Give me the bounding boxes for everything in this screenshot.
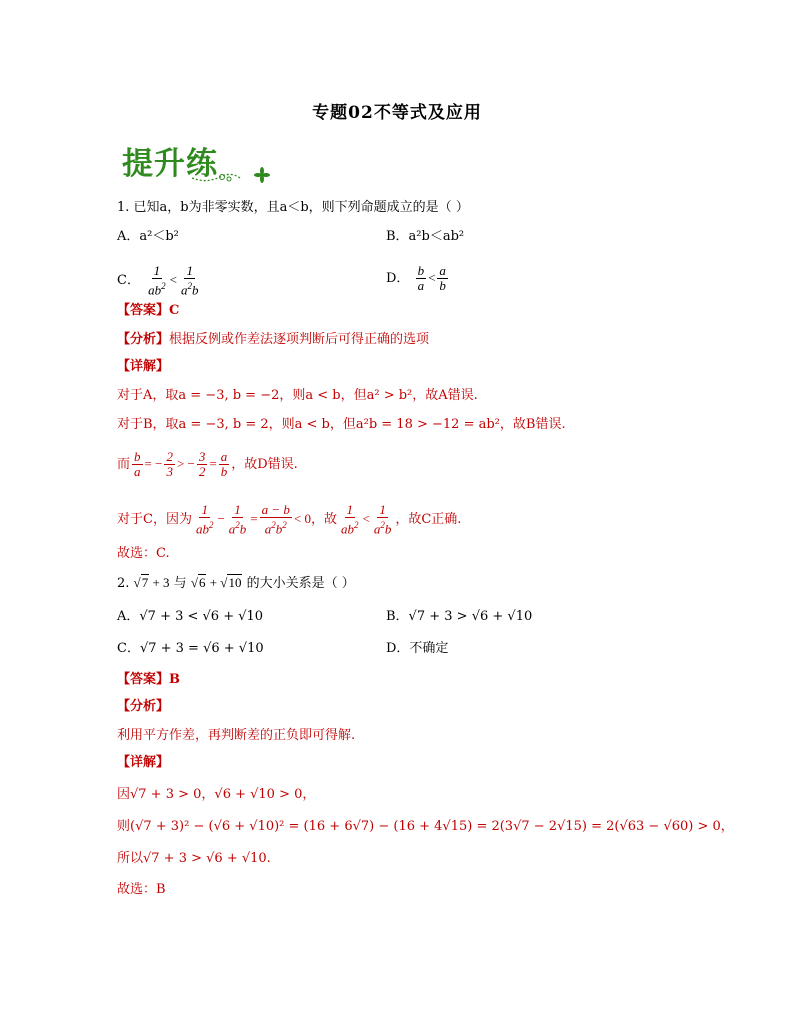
q1-detail-c-end: ，故C正确. [395,512,462,528]
q1-option-c: C． $\frac{1}{ab^2}$ < $\frac{1}{a^2b}$ [117,263,199,298]
logo-text: 提升练 [122,146,218,182]
q1-option-a: A．a²＜b² [117,229,179,244]
q1-option-c-label: C． [117,273,140,289]
fraction: $\frac{1}{a^2b}$ [180,263,199,298]
analysis-text: 根据反例或作差法逐项判断后可得正确的选项 [169,332,430,347]
fraction: $\frac{1}{ab^2}$ [195,502,214,537]
q2-conclusion: 故选：B [117,882,166,897]
q2-option-c: C．√7 + 3 = √6 + √10 [117,641,264,656]
fraction: $\frac{1}{a^2b}$ [373,502,392,537]
q1-detail-b: 对于B，取a = −3, b = 2，则a < b，但a²b = 18 > −12 = ab²，故B错误. [117,417,566,432]
tisheng-lian-logo [122,138,282,188]
q1-detail-d-end: ，故D错误. [231,457,298,472]
q1-option-d-label: D． [386,271,410,286]
q1-detail-c-pre: 对于C，因为 [117,512,192,528]
analysis-tag: 【分析】 [117,332,170,347]
q2-stem: 2. √7 + 3 与 √6 + √10 的大小关系是（ ） [117,575,355,591]
q2-answer: 【答案】B [117,672,180,687]
fraction: $\frac{b}{a}$ [417,263,425,293]
q1-answer: 【答案】C [117,303,180,318]
q2-option-b: B．√7 + 3 > √6 + √10 [386,609,533,624]
fraction: $\frac{a}{b}$ [220,449,228,479]
fraction: $\frac{3}{2}$ [198,449,206,479]
fraction: $\frac{1}{ab^2}$ [148,263,166,298]
q2-detail-2: 则(√7 + 3)² − (√6 + √10)² = (16 + 6√7) − (16 + 4√15) = 2(3√7 − 2√15) = 2(√63 − √60) > 0， [117,819,734,834]
q1-option-d: D． $\frac{b}{a}$ < $\frac{a}{b}$ [386,263,446,293]
q1-analysis [117,330,429,350]
q2-option-d: D．不确定 [386,641,449,656]
q1-detail-tag: 【详解】 [117,359,170,374]
q1-detail-a: 对于A，取a = −3, b = −2，则a < b，但a² > b²，故A错误. [117,388,478,403]
q1-conclusion: 故选：C. [117,546,170,561]
q1-stem: 1. 已知a，b为非零实数，且a＜b，则下列命题成立的是（ ） [117,200,469,215]
fraction: $\frac{1}{ab^2}$ [341,502,359,537]
q2-detail-tag: 【详解】 [117,755,170,770]
q2-analysis-tag: 【分析】 [117,699,170,714]
logo-decoration-icon [122,138,282,188]
q2-stem-mid: 与 [173,576,187,591]
page-title: 专题02不等式及应用 [312,103,482,123]
q2-option-a: A．√7 + 3 < √6 + √10 [117,609,264,624]
q1-option-b: B．a²b＜ab² [386,229,465,244]
fraction: $\frac{a}{b}$ [439,263,446,293]
fraction: $\frac{a - b}{a^2b^2}$ [261,502,290,537]
fraction: $\frac{b}{a}$ [134,449,141,479]
fraction: $\frac{1}{a^2b}$ [228,502,247,537]
q2-stem-number: 2. [117,576,130,591]
q2-detail-3: 所以√7 + 3 > √6 + √10. [117,851,271,866]
q2-analysis: 利用平方作差，再判断差的正负即可得解. [117,728,356,743]
fraction: $\frac{2}{3}$ [166,449,173,479]
q2-stem-end: 的大小关系是（ ） [246,576,355,591]
q2-detail-1: 因√7 + 3 > 0，√6 + √10 > 0， [117,787,316,802]
q1-detail-d: 而 $\frac{b}{a}$ = − $\frac{2}{3}$ > − $\frac{3}{2}$ = $\frac{a}{b}$ ，故D错误. [117,449,298,479]
q1-detail-c: 对于C，因为 $\frac{1}{ab^2}$ − $\frac{1}{a^2b}$ = $\frac{a - b}{a^2b^2}$ < 0，故 $\frac{1}{ab^2}$ < $\frac{1}{a^2b}$ ，故C正确. [117,502,462,537]
